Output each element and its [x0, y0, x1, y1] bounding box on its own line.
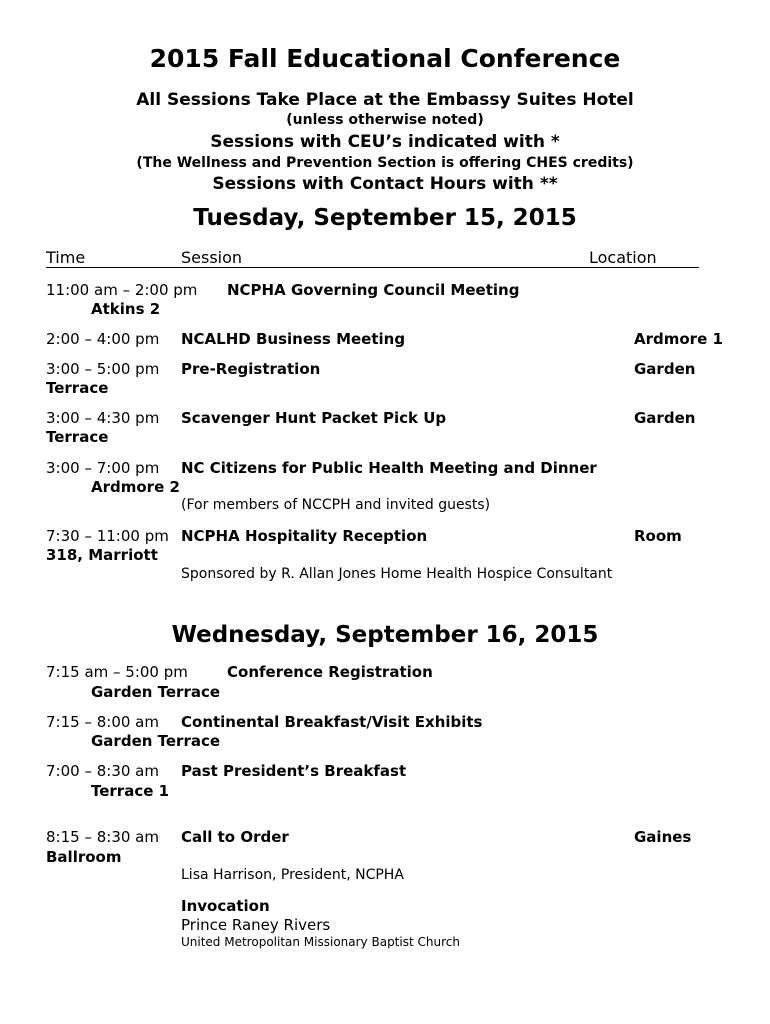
header-underline — [46, 267, 699, 268]
page-title: 2015 Fall Educational Conference — [149, 44, 621, 73]
row-time: 8:15 – 8:30 am — [46, 828, 159, 846]
col-location-header: Location — [589, 248, 657, 267]
row-location-cont: Terrace — [46, 379, 109, 397]
row-time: 11:00 am – 2:00 pm — [46, 281, 198, 299]
row-location: Ardmore 2 — [91, 478, 180, 496]
venue-line: All Sessions Take Place at the Embassy Suites Hotel — [136, 90, 634, 110]
row-location: Room — [634, 527, 682, 545]
row-time: 3:00 – 5:00 pm — [46, 360, 160, 378]
venue-note: (unless otherwise noted) — [286, 112, 484, 128]
row-location: Gaines — [634, 828, 692, 846]
row-session: Conference Registration — [227, 663, 433, 681]
row-session: NCPHA Governing Council Meeting — [227, 281, 520, 299]
row-time: 7:15 am – 5:00 pm — [46, 663, 188, 681]
row-location: Garden — [634, 409, 696, 427]
row-note: (For members of NCCPH and invited guests) — [181, 497, 491, 513]
row-note: Lisa Harrison, President, NCPHA — [181, 867, 404, 883]
row-time: 7:15 – 8:00 am — [46, 713, 159, 731]
row-time: 7:00 – 8:30 am — [46, 762, 159, 780]
col-session-header: Session — [181, 248, 243, 267]
ches-note: (The Wellness and Prevention Section is offering CHES credits) — [136, 155, 634, 171]
row-location-cont: 318, Marriott — [46, 546, 158, 564]
row-location: Garden Terrace — [91, 683, 221, 701]
row-location: Garden — [634, 360, 696, 378]
row-note: Sponsored by R. Allan Jones Home Health Hospice Consultant — [181, 566, 613, 582]
row-session: Scavenger Hunt Packet Pick Up — [181, 409, 447, 427]
row-location-cont: Terrace — [46, 428, 109, 446]
row-time: 3:00 – 7:00 pm — [46, 459, 160, 477]
col-time-header: Time — [46, 248, 86, 267]
day1-heading: Tuesday, September 15, 2015 — [193, 205, 577, 231]
invocation-speaker: Prince Raney Rivers — [181, 916, 331, 934]
contact-hours-line: Sessions with Contact Hours with ** — [212, 174, 558, 194]
day2-heading: Wednesday, September 16, 2015 — [171, 622, 599, 648]
row-time: 2:00 – 4:00 pm — [46, 330, 160, 348]
row-session: Past President’s Breakfast — [181, 762, 407, 780]
row-session: Continental Breakfast/Visit Exhibits — [181, 713, 483, 731]
row-time: 3:00 – 4:30 pm — [46, 409, 160, 427]
ceu-line: Sessions with CEU’s indicated with * — [210, 132, 560, 152]
row-session: Pre-Registration — [181, 360, 321, 378]
invocation-affiliation: United Metropolitan Missionary Baptist Church — [181, 935, 460, 949]
row-location: Atkins 2 — [91, 300, 161, 318]
row-session: Call to Order — [181, 828, 289, 846]
row-time: 7:30 – 11:00 pm — [46, 527, 169, 545]
row-session: NC Citizens for Public Health Meeting and Dinner — [181, 459, 597, 477]
row-location-cont: Ballroom — [46, 848, 122, 866]
row-location: Garden Terrace — [91, 732, 221, 750]
row-location: Ardmore 1 — [634, 330, 723, 348]
row-session: NCPHA Hospitality Reception — [181, 527, 428, 545]
row-session: NCALHD Business Meeting — [181, 330, 406, 348]
invocation-label: Invocation — [181, 897, 270, 915]
row-location: Terrace 1 — [91, 782, 170, 800]
